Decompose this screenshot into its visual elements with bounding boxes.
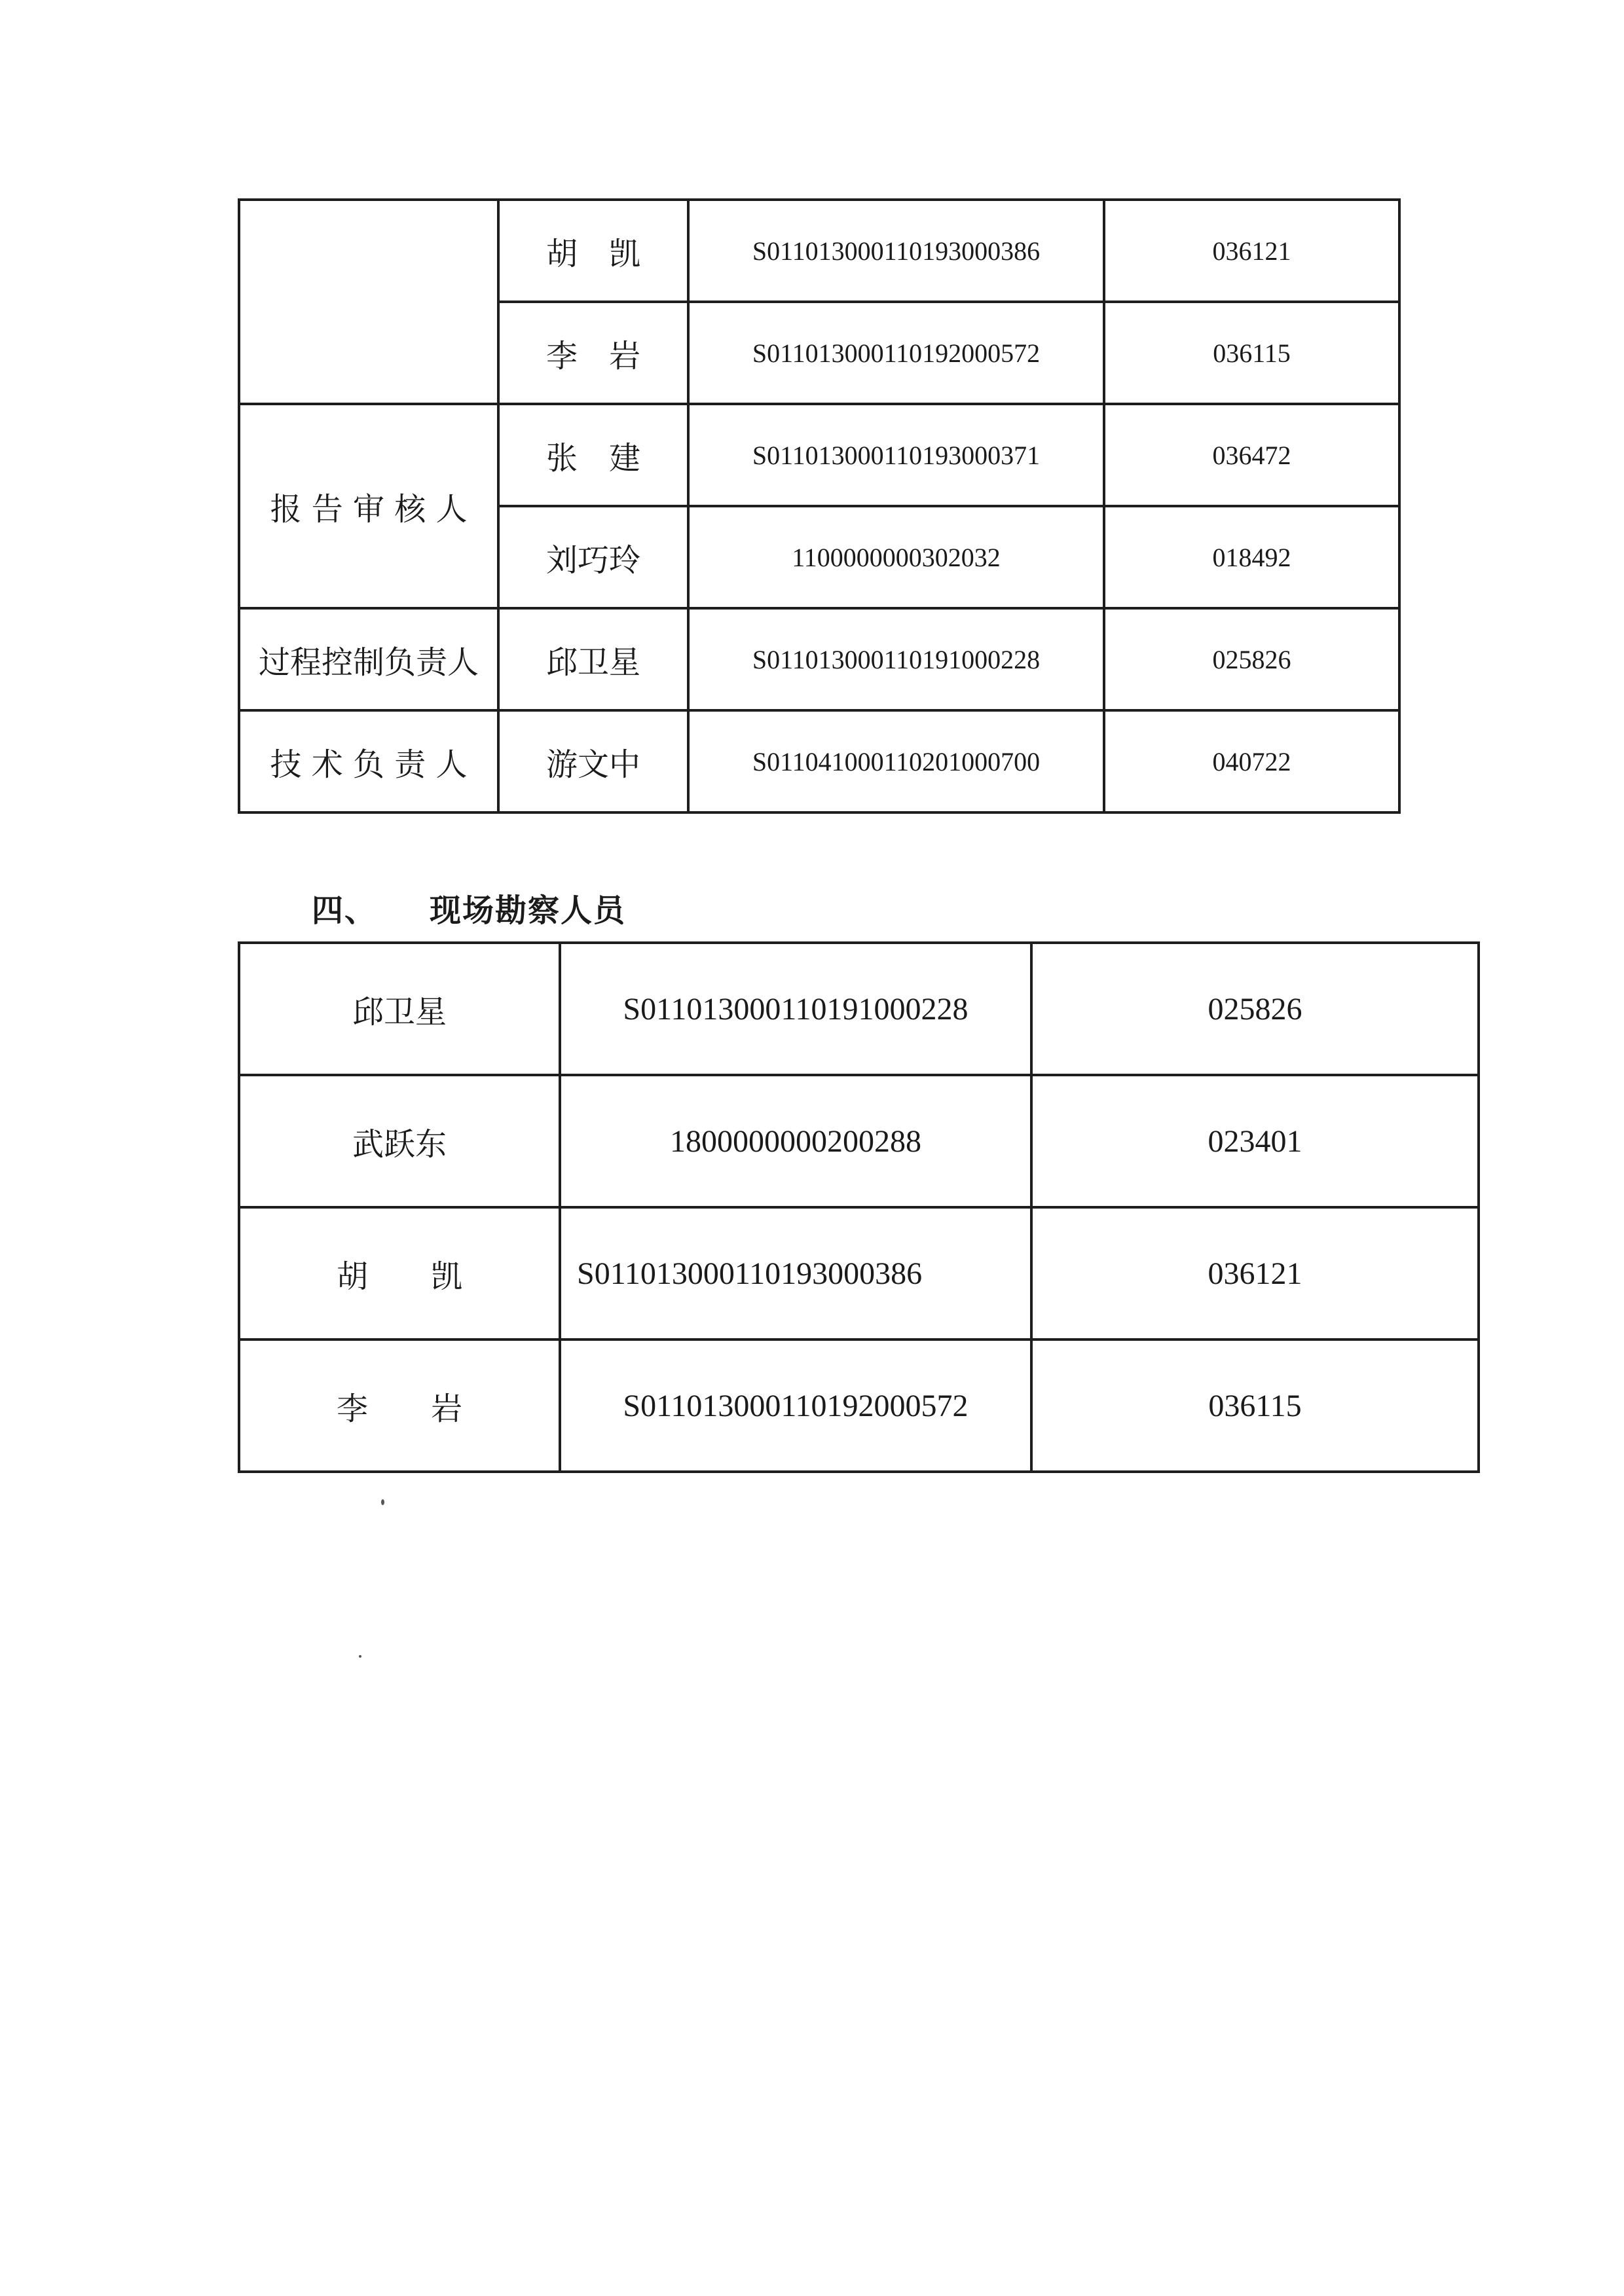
cert-number-cell: S011013000110192000572	[560, 1339, 1031, 1472]
cert-number-cell: S011013000110192000572	[688, 302, 1104, 404]
table-row	[239, 710, 1399, 812]
role-cell: 报 告 审 核 人	[239, 404, 498, 608]
name-cell: 刘巧玲	[498, 506, 688, 608]
cert-number-cell: S011013000110191000228	[688, 608, 1104, 710]
reg-number-cell: 023401	[1031, 1075, 1479, 1207]
table-row	[239, 943, 1479, 1075]
role-cell: 技 术 负 责 人	[239, 710, 498, 812]
name-cell: 李 岩	[239, 1339, 560, 1472]
reg-number-cell: 025826	[1104, 608, 1399, 710]
section-heading	[312, 885, 626, 930]
reg-number-cell: 036115	[1104, 302, 1399, 404]
name-cell: 武跃东	[239, 1075, 560, 1207]
scan-speck	[359, 1655, 361, 1658]
name-cell: 邱卫星	[239, 943, 560, 1075]
reg-number-cell: 036121	[1104, 200, 1399, 302]
name-cell: 胡 凯	[498, 200, 688, 302]
table-row	[239, 1339, 1479, 1472]
section-title: 现场勘察人员	[430, 892, 627, 929]
cert-number-cell: 1100000000302032	[688, 506, 1104, 608]
scan-speck	[381, 1499, 384, 1505]
cert-number-cell: S011041000110201000700	[688, 710, 1104, 812]
cert-number-cell: S011013000110191000228	[560, 943, 1031, 1075]
reg-number-cell: 040722	[1104, 710, 1399, 812]
survey-personnel-table	[238, 941, 1480, 1473]
name-cell: 胡 凯	[239, 1207, 560, 1339]
reg-number-cell: 018492	[1104, 506, 1399, 608]
name-cell: 李 岩	[498, 302, 688, 404]
table-row	[239, 1075, 1479, 1207]
reg-number-cell: 036121	[1031, 1207, 1479, 1339]
table-row	[239, 608, 1399, 710]
name-cell: 邱卫星	[498, 608, 688, 710]
cert-number-cell: S011013000110193000386	[560, 1207, 1031, 1339]
cert-number-cell: 1800000000200288	[560, 1075, 1031, 1207]
table-row	[239, 1207, 1479, 1339]
role-cell: 过程控制负责人	[239, 608, 498, 710]
personnel-table	[238, 198, 1401, 814]
cert-number-cell: S011013000110193000386	[688, 200, 1104, 302]
table-row	[239, 404, 1399, 506]
section-number: 四、	[312, 892, 378, 929]
reg-number-cell: 036472	[1104, 404, 1399, 506]
role-cell	[239, 200, 498, 404]
reg-number-cell: 036115	[1031, 1339, 1479, 1472]
table-row	[239, 200, 1399, 302]
cert-number-cell: S011013000110193000371	[688, 404, 1104, 506]
reg-number-cell: 025826	[1031, 943, 1479, 1075]
name-cell: 游文中	[498, 710, 688, 812]
name-cell: 张 建	[498, 404, 688, 506]
